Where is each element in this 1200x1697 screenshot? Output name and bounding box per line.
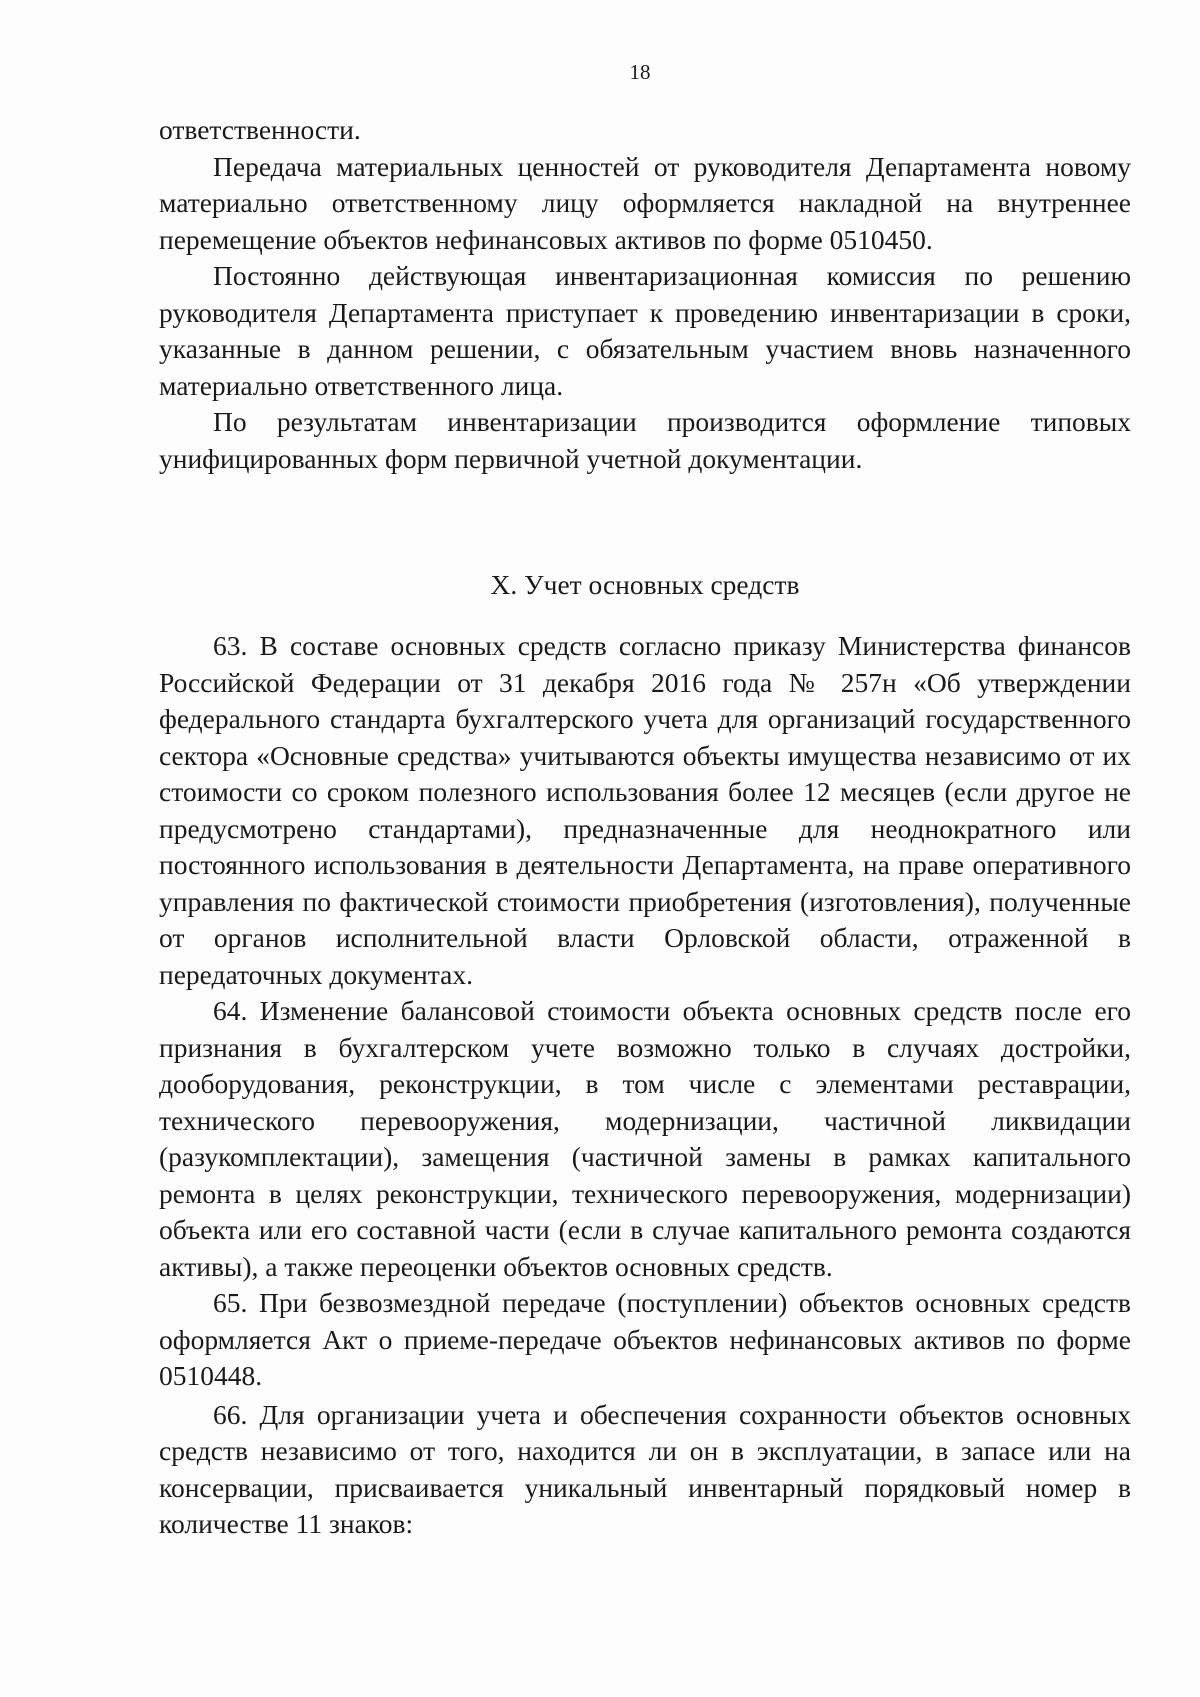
- paragraph-continuation: ответственности.: [159, 114, 361, 145]
- paragraph-results: По результатам инвентаризации производится оформление типовых унифицированных форм первичной учетной документации.: [159, 406, 1131, 474]
- paragraph-commission: Постоянно действующая инвентаризационная комиссия по решению руководителя Департамента приступает к проведению инвентаризации в сроки, указанные в данном решении, с обязательным участием вновь назначенного материально ответственного лица.: [159, 260, 1131, 401]
- page-number: 18: [629, 60, 651, 84]
- section-text-block: [159, 628, 1131, 1543]
- section-heading: X. Учет основных средств: [490, 569, 800, 600]
- paragraph-64: 64. Изменение балансовой стоимости объекта основных средств после его признания в бухгалтерском учете возможно только в случаях достройки, дооборудования, реконструкции, в том числе с элементами реставрации, технического перевооружения, модернизации, частичной ликвидации (разукомплектации), замещения (частичной замены в рамках капитального ремонта в целях реконструкции, технического перевооружения, модернизации) объекта или его составной части (если в случае капитального ремонта создаются активы), а также переоценки объектов основных средств.: [159, 995, 1131, 1282]
- paragraph-66: 66. Для организации учета и обеспечения сохранности объектов основных средств независимо от того, находится ли он в эксплуатации, в запасе или на консервации, присваивается уникальный инвентарный порядковый номер в количестве 11 знаков:: [159, 1398, 1131, 1539]
- paragraph-65: 65. При безвозмездной передаче (поступлении) объектов основных средств оформляется Акт о приеме-передаче объектов нефинансовых активов по форме 0510448.: [159, 1287, 1131, 1391]
- paragraph-transfer: Передача материальных ценностей от руководителя Департамента новому материально ответственному лицу оформляется накладной на внутреннее перемещение объектов нефинансовых активов по форме 0510450.: [159, 150, 1131, 255]
- top-text-block: [159, 112, 1131, 477]
- paragraph-63: 63. В составе основных средств согласно приказу Министерства финансов Российской Федерации от 31 декабря 2016 года № 257н «Об утверждении федерального стандарта бухгалтерского учета для организаций государственного сектора «Основные средства» учитываются объекты имущества независимо от их стоимости со сроком полезного использования более 12 месяцев (если другое не предусмотрено стандартами), предназначенные для неоднократного или постоянного использования в деятельности Департамента, на праве оперативного управления по фактической стоимости приобретения (изготовления), полученные от органов исполнительной власти Орловской области, отраженной в передаточных документах.: [159, 630, 1131, 990]
